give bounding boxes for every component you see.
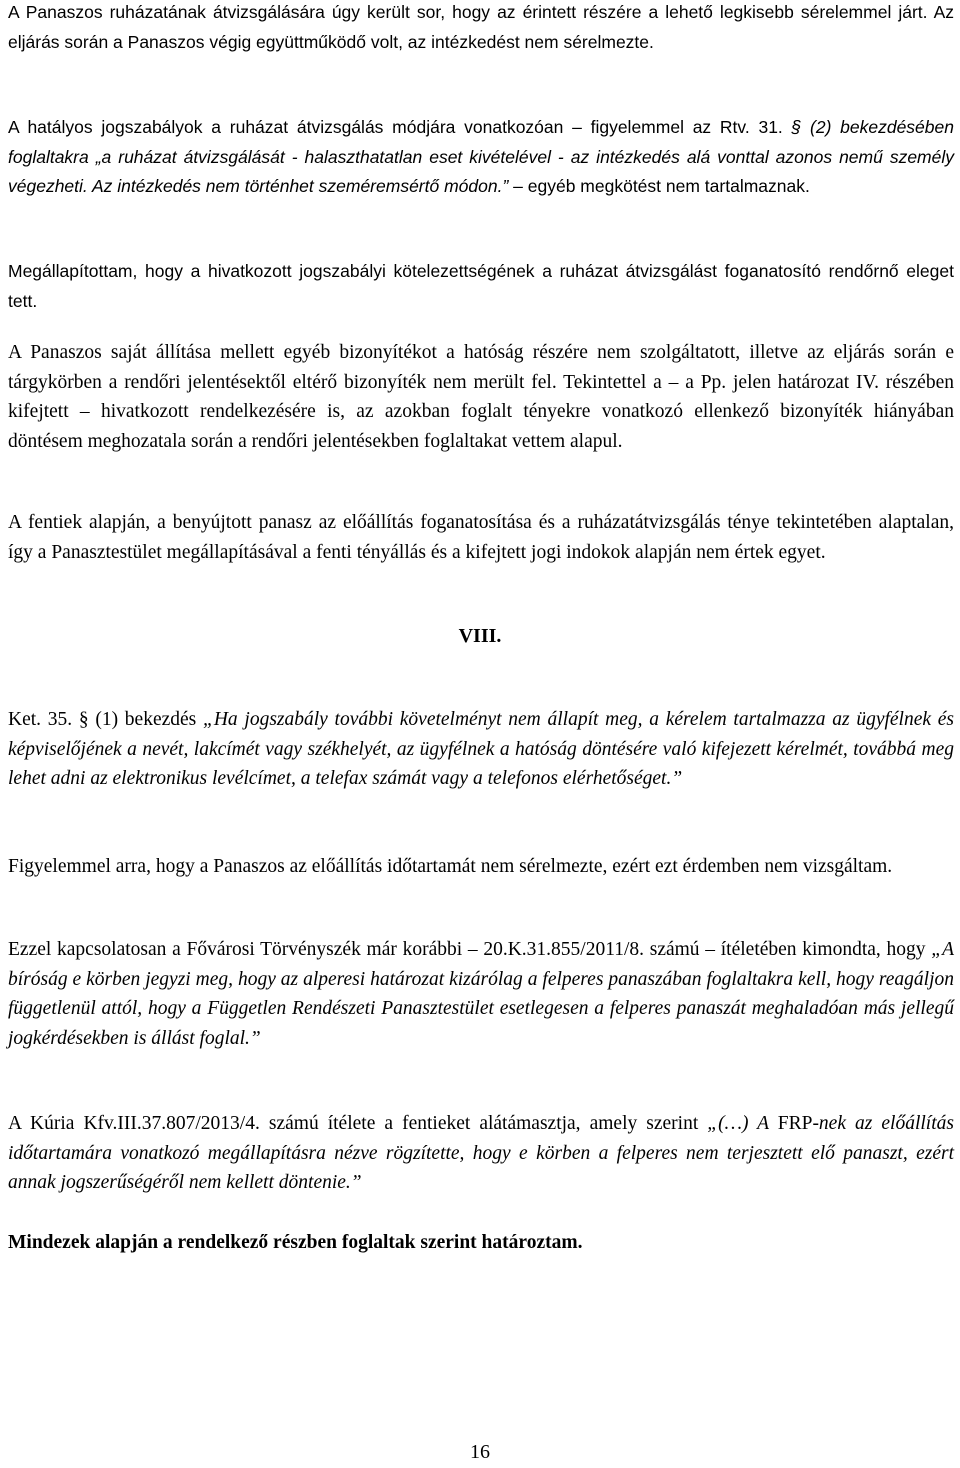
paragraph-2-intro: A hatályos jogszabályok a ruházat átvizsgálás módjára vonatkozóan – figyelemmel az Rtv. 31. (8, 117, 783, 137)
paragraph-7: Figyelemmel arra, hogy a Panaszos az előállítás időtartamát nem sérelmezte, ezért ezt érdemben nem vizsgáltam. (8, 856, 893, 877)
paragraph-9 (8, 1109, 954, 1198)
paragraph-3: Megállapítottam, hogy a hivatkozott jogszabályi kötelezettségének a ruházat átvizsgálást foganatosító rendőrnő eleget tett. (8, 261, 954, 311)
paragraph-5: A fentiek alapján, a benyújtott panasz az előállítás foganatosítása és a ruházatátvizsgálás ténye tekintetében alaptalan, így a Panasztestület megállapításával a fenti tényállás és a kifejtett jogi indokok alapján nem értek egyet. (8, 512, 954, 563)
paragraph-10: Mindezek alapján a rendelkező részben foglaltak szerint határoztam. (8, 1232, 583, 1253)
paragraph-6 (8, 705, 954, 794)
paragraph-2-quote: § (2) bekezdésében foglaltakra „a ruházat átvizsgálását - halaszthatatlan eset kivételével - az intézkedés alá vonttal azonos nemű személy végezheti. Az intézkedés nem történhet szeméremsértő módon.” (8, 117, 954, 196)
paragraph-1: A Panaszos ruházatának átvizsgálására úgy került sor, hogy az érintett részére a lehető legkisebb sérelemmel járt. Az eljárás során a Panaszos végig együttműködő volt, az intézkedést nem sérelmezte. (8, 2, 954, 52)
paragraph-9-frp: FRP (777, 1113, 813, 1134)
paragraph-2-tail: – egyéb megkötést nem tartalmaznak. (508, 176, 810, 196)
page-number: 16 (470, 1441, 490, 1463)
paragraph-4: A Panaszos saját állítása mellett egyéb bizonyítékot a hatóság részére nem szolgáltatott, illetve az eljárás során e tárgykörben a rendőri jelentésektől eltérő bizonyíték nem merült fel. Tekintettel a – a Pp. jelen határozat IV. részében kifejtett – hivatkozott rendelkezésére is, az azokban foglalt tényekre vonatkozó ellenkező bizonyíték hiányában döntésem meghozatala során a rendőri jelentésekben foglaltakat vettem alapul. (8, 342, 954, 452)
paragraph-9-intro: A Kúria Kfv.III.37.807/2013/4. számú ítélete a fentieket alátámasztja, amely szerint (8, 1113, 708, 1134)
paragraph-9-quote-start: „(…) A (707, 1113, 778, 1134)
paragraph-8 (8, 935, 954, 1053)
paragraph-2 (8, 113, 954, 202)
paragraph-6-quote: „Ha jogszabály további követelményt nem állapít meg, a kérelem tartalmazza az ügyfélnek és képviselőjének a nevét, lakcímét vagy székhelyét, az ügyfélnek a hatóság döntésére való kifejezett kérelmét, továbbá meg lehet adni az elektronikus levélcímet, a telefax számát vagy a telefonos elérhetőséget.” (8, 709, 954, 789)
paragraph-9-quote-end: -nek az előállítás időtartamára vonatkozó megállapításra nézve rögzítette, hogy e körben a felperes nem terjesztett elő panaszt, ezért annak jogszerűségéről nem kellett döntenie.” (8, 1113, 954, 1193)
section-heading: VIII. (458, 625, 502, 647)
paragraph-8-quote: „A bíróság e körben jegyzi meg, hogy az alperesi határozat kizárólag a felperes panaszában foglaltakra kell, hogy reagáljon függetlenül attól, hogy a Független Rendészeti Panasztestület esetlegesen a felperes panaszát meghaladóan más jellegű jogkérdésekben is állást foglal.” (8, 939, 954, 1049)
paragraph-6-intro: Ket. 35. § (1) bekezdés (8, 709, 203, 730)
paragraph-8-intro: Ezzel kapcsolatosan a Fővárosi Törvényszék már korábbi – 20.K.31.855/2011/8. számú – ítéletében kimondta, hogy (8, 939, 932, 960)
